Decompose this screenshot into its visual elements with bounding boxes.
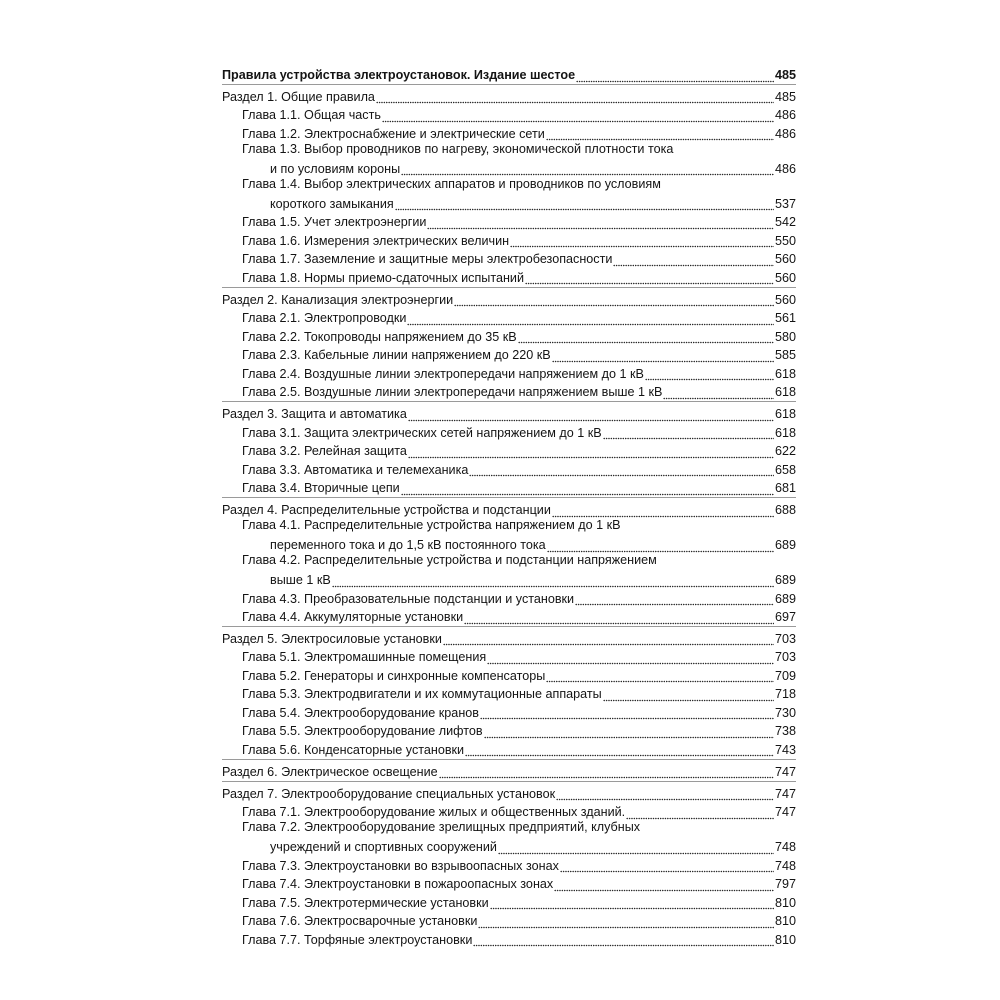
chapter-page: 658: [774, 462, 796, 477]
chapter-title: Глава 4.4. Аккумуляторные установки: [242, 610, 464, 625]
chapter-page: 810: [774, 932, 796, 947]
dot-leader: [498, 840, 774, 855]
chapter-title: Глава 2.2. Токопроводы напряжением до 35 кВ: [242, 329, 517, 344]
chapter-title: Глава 7.7. Торфяные электроустановки: [242, 932, 473, 947]
dot-leader: [554, 877, 774, 892]
chapter-title: Глава 1.7. Заземление и защитные меры электробезопасности: [242, 252, 613, 267]
dot-leader: [547, 538, 774, 553]
chapter-title: Глава 5.1. Электромашинные помещения: [242, 650, 487, 665]
chapter-page: 748: [774, 858, 796, 873]
table-of-contents: [222, 61, 796, 948]
toc-section-row[interactable]: [222, 783, 796, 802]
chapter-page: 585: [774, 348, 796, 363]
chapter-title: Глава 5.4. Электрооборудование кранов: [242, 705, 479, 720]
toc-chapter-row[interactable]: [222, 382, 796, 401]
toc-chapter-row[interactable]: [222, 929, 796, 948]
toc-section-row[interactable]: [222, 500, 796, 519]
chapter-title-line[interactable]: Глава 4.2. Распределительные устройства и подстанции напряжением: [242, 553, 657, 568]
chapter-title: и по условиям короны: [270, 161, 401, 176]
section-label: Раздел 6. Электрическое освещение: [222, 764, 438, 779]
section-page: 688: [774, 503, 796, 518]
dot-leader: [546, 127, 774, 142]
dot-leader: [626, 805, 774, 820]
chapter-title: Глава 5.2. Генераторы и синхронные компенсаторы: [242, 668, 546, 683]
dot-leader: [465, 743, 774, 758]
toc-chapter-row[interactable]: [222, 267, 796, 286]
chapter-title: Глава 1.1. Общая часть: [242, 108, 381, 123]
chapter-title: Глава 7.3. Электроустановки во взрывоопасных зонах: [242, 858, 559, 873]
toc-chapter-row[interactable]: [222, 588, 796, 607]
dot-leader: [613, 252, 774, 267]
toc-chapter-row[interactable]: [222, 874, 796, 893]
chapter-title: Глава 2.3. Кабельные линии напряжением до 220 кВ: [242, 348, 551, 363]
toc-chapter-row[interactable]: [222, 665, 796, 684]
dot-leader: [395, 197, 774, 212]
chapter-page: 709: [774, 668, 796, 683]
dot-leader: [407, 311, 774, 326]
chapter-page: 747: [774, 805, 796, 820]
toc-chapter-row[interactable]: [222, 535, 796, 554]
chapter-title: выше 1 кВ: [270, 573, 331, 588]
toc-chapter-row[interactable]: [222, 230, 796, 249]
chapter-page: 730: [774, 705, 796, 720]
dot-leader: [575, 592, 774, 607]
dot-leader: [490, 896, 774, 911]
chapter-title-line[interactable]: Глава 7.2. Электрооборудование зрелищных предприятий, клубных: [242, 820, 641, 835]
chapter-title: Глава 4.3. Преобразовательные подстанции и установки: [242, 591, 575, 606]
toc-chapter-row[interactable]: [222, 441, 796, 460]
toc-chapter-row[interactable]: [222, 855, 796, 874]
toc-chapter-row[interactable]: [222, 607, 796, 626]
toc-title-row[interactable]: [222, 61, 796, 83]
dot-leader: [480, 706, 774, 721]
section-divider: [222, 781, 796, 782]
toc-chapter-row[interactable]: [222, 308, 796, 327]
chapter-title: Глава 1.5. Учет электроэнергии: [242, 215, 427, 230]
chapter-page: 560: [774, 252, 796, 267]
section-label: Раздел 5. Электросиловые установки: [222, 631, 442, 646]
chapter-title: Глава 2.4. Воздушные линии электропередачи напряжением до 1 кВ: [242, 366, 644, 381]
chapter-title: короткого замыкания: [270, 196, 394, 211]
chapter-page: 537: [774, 196, 796, 211]
chapter-page: 560: [774, 270, 796, 285]
toc-chapter-row[interactable]: [222, 105, 796, 124]
chapter-page: 681: [774, 481, 796, 496]
section-page: 618: [774, 407, 796, 422]
chapter-title: Глава 3.4. Вторичные цепи: [242, 481, 400, 496]
dot-leader: [663, 385, 774, 400]
chapter-page: 542: [774, 215, 796, 230]
section-label: Раздел 1. Общие правила: [222, 89, 375, 104]
section-divider: [222, 626, 796, 627]
section-label: Раздел 2. Канализация электроэнергии: [222, 292, 454, 307]
dot-leader: [382, 108, 774, 123]
toc-chapter-row[interactable]: [222, 802, 796, 821]
chapter-page: 486: [774, 108, 796, 123]
dot-leader: [332, 573, 774, 588]
dot-leader: [552, 348, 774, 363]
chapter-page: 703: [774, 650, 796, 665]
section-page: 485: [774, 89, 796, 104]
chapter-title: Глава 2.1. Электропроводки: [242, 311, 407, 326]
chapter-page: 618: [774, 385, 796, 400]
chapter-title: Глава 5.5. Электрооборудование лифтов: [242, 724, 483, 739]
section-divider: [222, 401, 796, 402]
section-divider: [222, 287, 796, 288]
chapter-page: 810: [774, 895, 796, 910]
toc-chapter-row[interactable]: [222, 422, 796, 441]
chapter-page: 622: [774, 444, 796, 459]
dot-leader: [560, 859, 774, 874]
dot-leader: [487, 650, 774, 665]
toc-chapter-row[interactable]: [222, 911, 796, 930]
toc-chapter-row[interactable]: [222, 837, 796, 856]
dot-leader: [401, 162, 774, 177]
section-page: 747: [774, 786, 796, 801]
toc-section-row[interactable]: [222, 86, 796, 105]
chapter-page: 561: [774, 311, 796, 326]
chapter-title: Глава 1.8. Нормы приемо-сдаточных испытаний: [242, 270, 524, 285]
dot-leader: [603, 687, 774, 702]
chapter-page: 618: [774, 425, 796, 440]
dot-leader: [443, 632, 774, 647]
section-label: Раздел 4. Распределительные устройства и подстанции: [222, 503, 551, 518]
dot-leader: [408, 407, 774, 422]
toc-sections: [222, 84, 796, 948]
dot-leader: [484, 724, 774, 739]
toc-chapter-row[interactable]: [222, 684, 796, 703]
chapter-title: Глава 3.2. Релейная защита: [242, 444, 407, 459]
chapter-title: Глава 2.5. Воздушные линии электропередачи напряжением выше 1 кВ: [242, 385, 663, 400]
dot-leader: [427, 215, 774, 230]
chapter-title: Глава 3.3. Автоматика и телемеханика: [242, 462, 469, 477]
toc-section-row[interactable]: [222, 761, 796, 780]
section-page: 703: [774, 631, 796, 646]
dot-leader: [439, 765, 774, 780]
toc-chapter-row[interactable]: [222, 739, 796, 758]
chapter-title: Глава 5.6. Конденсаторные установки: [242, 742, 465, 757]
chapter-page: 689: [774, 591, 796, 606]
toc-title: Правила устройства электроустановок. Издание шестое: [222, 68, 576, 82]
toc-chapter-row[interactable]: [222, 158, 796, 177]
chapter-page: 689: [774, 573, 796, 588]
dot-leader: [645, 367, 774, 382]
section-divider: [222, 759, 796, 760]
toc-chapter-row[interactable]: [222, 478, 796, 497]
chapter-title: Глава 3.1. Защита электрических сетей напряжением до 1 кВ: [242, 425, 602, 440]
section-label: Раздел 7. Электрооборудование специальных установок: [222, 786, 556, 801]
toc-chapter-row[interactable]: [222, 459, 796, 478]
dot-leader: [376, 90, 774, 105]
section-page: 560: [774, 292, 796, 307]
toc-chapter-row[interactable]: [222, 570, 796, 589]
chapter-title: Глава 1.2. Электроснабжение и электрические сети: [242, 126, 545, 141]
toc-chapter-row[interactable]: [222, 702, 796, 721]
toc-section-row[interactable]: [222, 289, 796, 308]
chapter-page: 738: [774, 724, 796, 739]
chapter-page: 697: [774, 610, 796, 625]
toc-section-row[interactable]: [222, 628, 796, 647]
chapter-page: 718: [774, 687, 796, 702]
chapter-page: 486: [774, 161, 796, 176]
dot-leader: [454, 293, 774, 308]
dot-leader: [510, 234, 774, 249]
dot-leader: [525, 271, 774, 286]
chapter-page: 810: [774, 914, 796, 929]
dot-leader: [556, 787, 774, 802]
dot-leader: [408, 444, 774, 459]
dot-leader: [546, 669, 774, 684]
dot-leader: [552, 503, 774, 518]
chapter-title-line[interactable]: Глава 4.1. Распределительные устройства напряжением до 1 кВ: [242, 518, 621, 533]
dot-leader: [603, 426, 774, 441]
section-label: Раздел 3. Защита и автоматика: [222, 407, 407, 422]
chapter-page: 580: [774, 329, 796, 344]
dot-leader: [401, 481, 774, 496]
chapter-page: 550: [774, 233, 796, 248]
toc-chapter-row[interactable]: [222, 193, 796, 212]
chapter-title: Глава 7.6. Электросварочные установки: [242, 914, 478, 929]
chapter-title: Глава 7.4. Электроустановки в пожароопасных зонах: [242, 877, 554, 892]
toc-chapter-row[interactable]: [222, 345, 796, 364]
chapter-page: 689: [774, 538, 796, 553]
chapter-page: 748: [774, 840, 796, 855]
dot-leader: [576, 68, 774, 83]
dot-leader: [464, 610, 774, 625]
dot-leader: [518, 330, 774, 345]
chapter-page: 797: [774, 877, 796, 892]
section-page: 747: [774, 764, 796, 779]
section-divider: [222, 497, 796, 498]
chapter-title: переменного тока и до 1,5 кВ постоянного тока: [270, 538, 546, 553]
toc-section-row[interactable]: [222, 404, 796, 423]
toc-chapter-row[interactable]: [222, 326, 796, 345]
chapter-page: 618: [774, 366, 796, 381]
toc-chapter-row[interactable]: [222, 363, 796, 382]
section-divider: [222, 84, 796, 85]
toc-chapter-row[interactable]: [222, 123, 796, 142]
toc-chapter-row[interactable]: [222, 721, 796, 740]
chapter-title: Глава 5.3. Электродвигатели и их коммутационные аппараты: [242, 687, 602, 702]
chapter-page: 743: [774, 742, 796, 757]
chapter-title: Глава 7.1. Электрооборудование жилых и общественных зданий.: [242, 805, 626, 820]
toc-chapter-row[interactable]: [222, 647, 796, 666]
toc-chapter-row[interactable]: [222, 249, 796, 268]
toc-chapter-row[interactable]: [222, 892, 796, 911]
dot-leader: [473, 933, 774, 948]
dot-leader: [469, 463, 774, 478]
chapter-page: 486: [774, 126, 796, 141]
toc-chapter-row[interactable]: [222, 212, 796, 231]
chapter-title: Глава 7.5. Электротермические установки: [242, 895, 489, 910]
chapter-title: учреждений и спортивных сооружений: [270, 840, 497, 855]
chapter-title: Глава 1.6. Измерения электрических величин: [242, 233, 510, 248]
chapter-title-line[interactable]: Глава 1.3. Выбор проводников по нагреву, экономической плотности тока: [242, 141, 674, 156]
chapter-title-line[interactable]: Глава 1.4. Выбор электрических аппаратов и проводников по условиям: [242, 176, 661, 191]
dot-leader: [478, 914, 774, 929]
toc-title-page: 485: [774, 68, 796, 82]
